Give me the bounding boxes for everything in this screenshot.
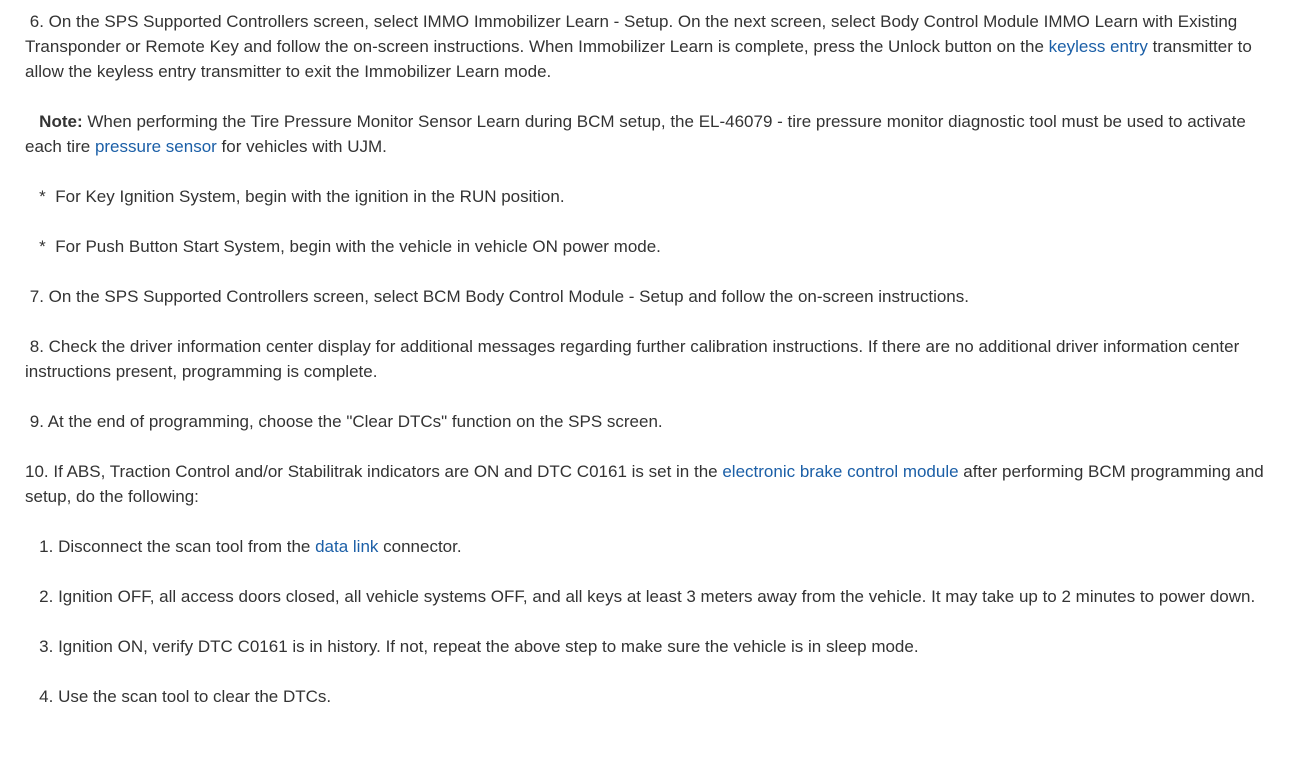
- substep-1-text: 1. Disconnect the scan tool from the: [25, 537, 316, 556]
- electronic-brake-control-module-link[interactable]: electronic brake control module: [722, 462, 959, 481]
- bullet-key-ignition: * For Key Ignition System, begin with the ignition in the RUN position.: [25, 187, 565, 206]
- substep-4: 4. Use the scan tool to clear the DTCs.: [25, 687, 332, 706]
- substep-1: [25, 534, 1265, 559]
- step-6-text: 6. On the SPS Supported Controllers screen, select IMMO Immobilizer Learn - Setup. On the next screen, select Body Control Module IMMO Learn with Existing Transponder or Remote Key and follow the on-screen instructions. When Immobilizer Learn is complete, press the Unlock button on the: [25, 12, 1242, 56]
- note-text: When performing the Tire Pressure Monitor Sensor Learn during BCM setup, the EL-46079 - tire pressure monitor diagnostic tool must be used to activate each tire: [25, 112, 1251, 156]
- data-link-link[interactable]: data link: [315, 537, 379, 556]
- bullet-push-button: * For Push Button Start System, begin with the vehicle in vehicle ON power mode.: [25, 237, 661, 256]
- procedure-document: [25, 9, 1269, 734]
- substep-1-text-end: connector.: [378, 537, 462, 556]
- note-label: Note:: [39, 112, 83, 131]
- note-indent: [25, 112, 39, 131]
- step-10-text-end: after performing BCM programming and setup, do the following:: [25, 462, 1269, 506]
- pressure-sensor-link[interactable]: pressure sensor: [94, 137, 217, 156]
- step-8: 8. Check the driver information center display for additional messages regarding further calibration instructions. If there are no additional driver information center instructions present, programming is complete.: [25, 337, 1244, 381]
- substep-2: 2. Ignition OFF, all access doors closed, all vehicle systems OFF, and all keys at least 3 meters away from the vehicle. It may take up to 2 minutes to power down.: [25, 587, 1256, 606]
- keyless-entry-link[interactable]: keyless entry: [1048, 37, 1148, 56]
- note-text-end: for vehicles with UJM.: [216, 137, 387, 156]
- substep-3: 3. Ignition ON, verify DTC C0161 is in history. If not, repeat the above step to make sure the vehicle is in sleep mode.: [25, 637, 919, 656]
- note: [25, 109, 1265, 159]
- step-10: [25, 459, 1269, 509]
- step-6: [25, 9, 1265, 84]
- step-10-text: 10. If ABS, Traction Control and/or Stabilitrak indicators are ON and DTC C0161 is set in the: [25, 462, 723, 481]
- step-9: 9. At the end of programming, choose the "Clear DTCs" function on the SPS screen.: [25, 412, 663, 431]
- step-6-text-end: transmitter to allow the keyless entry transmitter to exit the Immobilizer Learn mode.: [25, 37, 1257, 81]
- step-7: 7. On the SPS Supported Controllers screen, select BCM Body Control Module - Setup and follow the on-screen instructions.: [25, 287, 969, 306]
